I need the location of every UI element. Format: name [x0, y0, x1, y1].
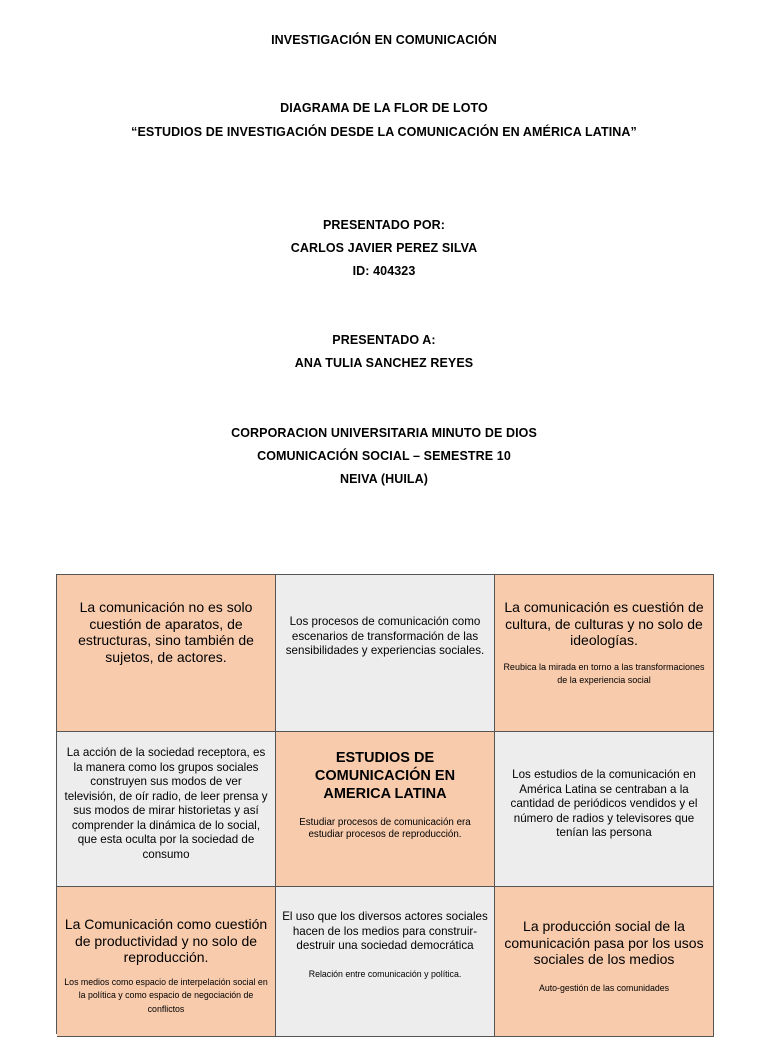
author-id: ID: 404323 [352, 264, 416, 278]
city-name: NEIVA (HUILA) [339, 472, 429, 486]
document-subtitle: “ESTUDIOS DE INVESTIGACIÓN DESDE LA COMUNICACIÓN EN AMÉRICA LATINA” [131, 125, 637, 139]
teacher-name: ANA TULIA SANCHEZ REYES [294, 356, 474, 370]
lotus-note-bottom-right: Auto-gestión de las comunidades [538, 982, 670, 993]
lotus-cell-bottom-center [276, 887, 495, 1037]
lotus-cell-top-center [276, 575, 495, 732]
lotus-center-note: Estudiar procesos de comunicación era estudiar procesos de reproducción. [299, 817, 471, 840]
lotus-text-bottom-left: La Comunicación como cuestión de productividad y no solo de reproducción. [64, 916, 268, 965]
program-name: COMUNICACIÓN SOCIAL – SEMESTRE 10 [257, 449, 511, 463]
diagram-title: DIAGRAMA DE LA FLOR DE LOTO [280, 101, 488, 115]
author-name: CARLOS JAVIER PEREZ SILVA [290, 241, 478, 255]
presented-by-label: PRESENTADO POR: [322, 218, 446, 232]
lotus-note-bottom-center: Relación entre comunicación y política. [308, 968, 462, 979]
lotus-text-top-left: La comunicación no es solo cuestión de aparatos, de estructuras, sino también de sujetos, de actores. [78, 599, 254, 665]
course-title: INVESTIGACIÓN EN COMUNICACIÓN [271, 33, 497, 47]
lotus-note-bottom-left: Los medios como espacio de interpelación social en la política y como espacio de negociación de conflictos [64, 976, 268, 1014]
lotus-center-title: ESTUDIOS DE COMUNICACIÓN EN AMERICA LATINA [314, 750, 456, 802]
lotus-text-bottom-center: El uso que los diversos actores sociales hacen de los medios para construir-destruir una sociedad democrática [282, 910, 488, 952]
lotus-cell-middle-right [495, 732, 714, 887]
lotus-cell-top-right [495, 575, 714, 732]
lotus-text-bottom-right: La producción social de la comunicación pasa por los usos sociales de los medios [504, 918, 704, 967]
lotus-text-middle-left: La acción de la sociedad receptora, es la manera como los grupos sociales construyen sus modos de ver televisión, de oír radio, de leer prensa y sus modos de mirar historietas y así comprender la dinámica de lo social, que esta oculta por la sociedad de consumo [64, 746, 268, 861]
lotus-cell-center [276, 732, 495, 887]
lotus-cell-bottom-left [57, 887, 276, 1037]
lotus-text-middle-right: Los estudios de la comunicación en América Latina se centraban a la cantidad de periódicos vendidos y el número de radios y televisores que tenían las persona [510, 768, 698, 839]
lotus-note-top-right: Reubica la mirada en torno a las transformaciones de la experiencia social [503, 661, 705, 685]
lotus-text-top-center: Los procesos de comunicación como escenarios de transformación de las sensibilidades y experiencias sociales. [285, 615, 485, 657]
lotus-cell-top-left [57, 575, 276, 732]
lotus-cell-middle-left [57, 732, 276, 887]
lotus-diagram [56, 574, 714, 1034]
lotus-text-top-right: La comunicación es cuestión de cultura, de culturas y no solo de ideologías. [504, 599, 704, 648]
presented-to-label: PRESENTADO A: [332, 333, 436, 347]
university-name: CORPORACION UNIVERSITARIA MINUTO DE DIOS [231, 426, 537, 440]
lotus-cell-bottom-right [495, 887, 714, 1037]
